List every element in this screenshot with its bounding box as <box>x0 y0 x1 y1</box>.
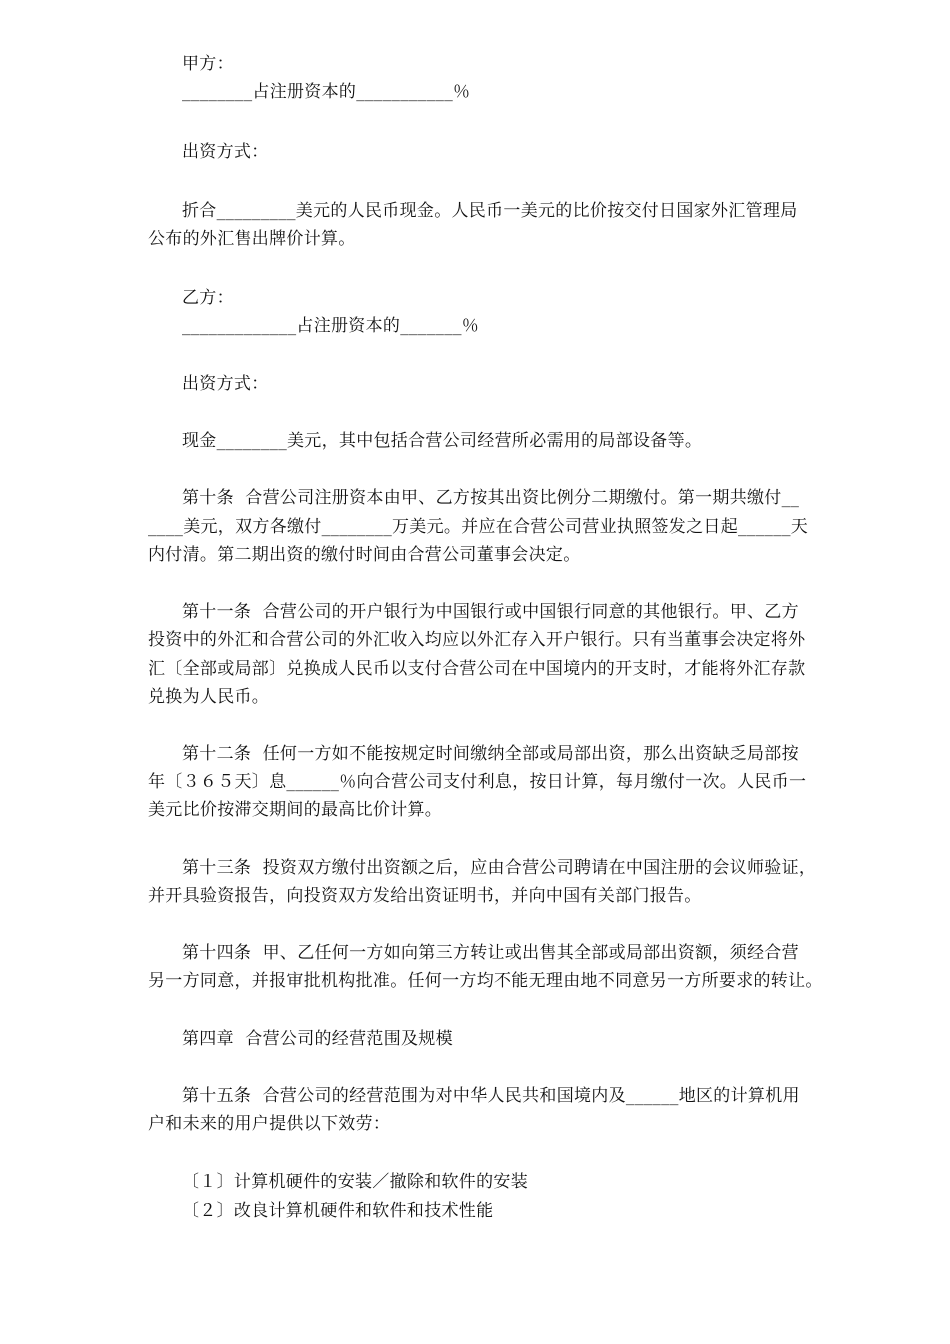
article-10-line-1: 第十条 合营公司注册资本由甲、乙方按其出资比例分二期缴付。第一期共缴付__ <box>182 488 800 508</box>
party-a-share-line: ________占注册资本的___________％ <box>182 82 471 102</box>
article-15-line-1: 第十五条 合营公司的经营范围为对中华人民共和国境内及______地区的计算机用 <box>182 1086 800 1106</box>
article-11-line-4: 兑换为人民币。 <box>148 687 270 707</box>
article-13-line-2: 并开具验资报告，向投资双方发给出资证明书，并向中国有关部门报告。 <box>148 886 702 906</box>
party-b-contribution-line: 现金________美元，其中包括合营公司经营所必需用的局部设备等。 <box>182 431 703 451</box>
party-a-contribution-line-2: 公布的外汇售出牌价计算。 <box>148 229 356 249</box>
article-13-line-1: 第十三条 投资双方缴付出资额之后，应由合营公司聘请在中国注册的会议师验证， <box>182 858 817 878</box>
article-11-line-2: 投资中的外汇和合营公司的外汇收入均应以外汇存入开户银行。只有当董事会决定将外 <box>148 630 806 650</box>
article-15-item-2: 〔２〕改良计算机硬件和软件和技术性能 <box>182 1201 494 1221</box>
article-10-line-3: 内付清。第二期出资的缴付时间由合营公司董事会决定。 <box>148 545 581 565</box>
article-14-line-1: 第十四条 甲、乙任何一方如向第三方转让或出售其全部或局部出资额，须经合营 <box>182 943 799 963</box>
article-11-line-3: 汇〔全部或局部〕兑换成人民币以支付合营公司在中国境内的开支时，才能将外汇存款 <box>148 659 806 679</box>
article-12-line-1: 第十二条 任何一方如不能按规定时间缴纳全部或局部出资，那么出资缺乏局部按 <box>182 744 799 764</box>
article-11-line-1: 第十一条 合营公司的开户银行为中国银行或中国银行同意的其他银行。甲、乙方 <box>182 602 799 622</box>
chapter-4-heading: 第四章 合营公司的经营范围及规模 <box>182 1029 453 1049</box>
article-14-line-2: 另一方同意，并报审批机构批准。任何一方均不能无理由地不同意另一方所要求的转让。 <box>148 971 823 991</box>
party-a-contribution-line-1: 折合_________美元的人民币现金。人民币一美元的比价按交付日国家外汇管理局 <box>182 201 798 221</box>
article-15-line-2: 户和未来的用户提供以下效劳： <box>148 1114 391 1134</box>
party-a-heading: 甲方： <box>182 54 234 74</box>
article-12-line-2: 年〔３６５天〕息______％向合营公司支付利息，按日计算，每月缴付一次。人民币一 <box>148 772 807 792</box>
article-15-item-1: 〔１〕计算机硬件的安装／撤除和软件的安装 <box>182 1172 528 1192</box>
contribution-method-a-heading: 出资方式： <box>182 142 269 162</box>
article-10-line-2: ____美元，双方各缴付________万美元。并应在合营公司营业执照签发之日起______天 <box>148 517 809 537</box>
party-b-share-line: _____________占注册资本的_______％ <box>182 316 480 336</box>
contribution-method-b-heading: 出资方式： <box>182 374 269 394</box>
article-12-line-3: 美元比价按滞交期间的最高比价计算。 <box>148 800 443 820</box>
party-b-heading: 乙方： <box>182 288 234 308</box>
